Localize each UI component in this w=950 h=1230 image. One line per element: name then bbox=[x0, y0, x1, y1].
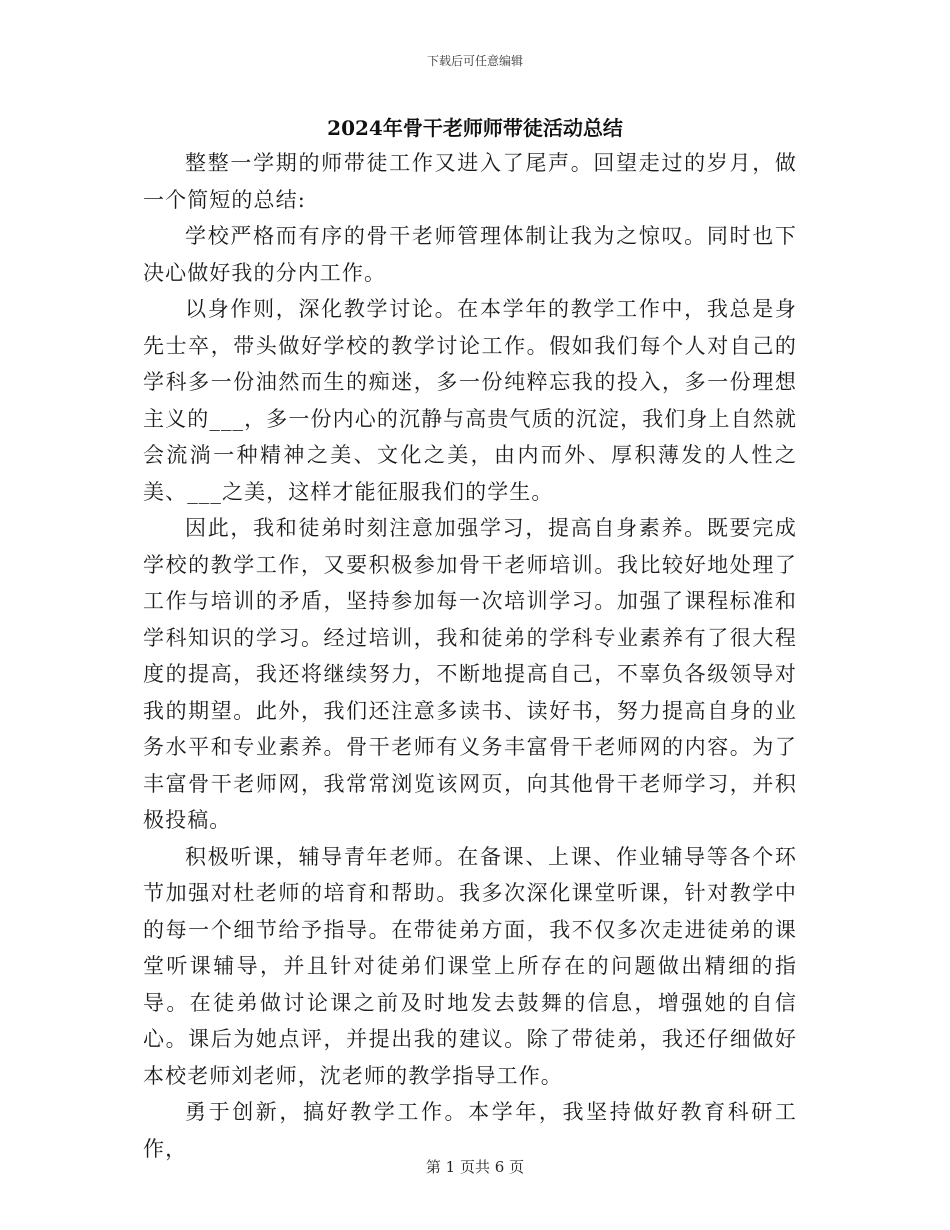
paragraph-mentoring: 积极听课，辅导青年老师。在备课、上课、作业辅导等各个环节加强对杜老师的培育和帮助。我多次深化课堂听课，针对教学中的每一个细节给予指导。在带徒弟方面，我不仅多次走进徒弟的课堂听课辅导，并且针对徒弟们课堂上所存在的问题做出精细的指导。在徒弟做讨论课之前及时地发去鼓舞的信息，增强她的自信心。课后为她点评，并提出我的建议。除了带徒弟，我还仔细做好本校老师刘老师，沈老师的教学指导工作。 bbox=[143, 844, 797, 1088]
document-title: 2024年骨干老师师带徒活动总结 bbox=[327, 116, 623, 140]
paragraph-intro: 整整一学期的师带徒工作又进入了尾声。回望走过的岁月，做一个简短的总结: bbox=[143, 151, 797, 212]
page-number: 第 1 页共 6 页 bbox=[425, 1158, 525, 1176]
page-header-note: 下载后可任意编辑 bbox=[426, 54, 523, 68]
paragraph-management: 学校严格而有序的骨干老师管理体制让我为之惊叹。同时也下决心做好我的分内工作。 bbox=[143, 224, 797, 285]
paragraph-lead-by-example: 以身作则，深化教学讨论。在本学年的教学工作中，我总是身先士卒，带头做好学校的教学讨论工作。假如我们每个人对自己的学科多一份油然而生的痴迷，多一份纯粹忘我的投入，多一份理想主义的___，多一份内心的沉静与高贵气质的沉淀，我们身上自然就会流淌一种精神之美、文化之美，由内而外、厚积薄发的人性之美、___之美，这样才能征服我们的学生。 bbox=[143, 297, 797, 504]
paragraph-study: 因此，我和徒弟时刻注意加强学习，提高自身素养。既要完成学校的教学工作，又要积极参加骨干老师培训。我比较好地处理了工作与培训的矛盾，坚持参加每一次培训学习。加强了课程标准和学科知识的学习。经过培训，我和徒弟的学科专业素养有了很大程度的提高，我还将继续努力，不断地提高自己，不辜负各级领导对我的期望。此外，我们还注意多读书、读好书，努力提高自身的业务水平和专业素养。骨干老师有义务丰富骨干老师网的内容。为了丰富骨干老师网，我常常浏览该网页，向其他骨干老师学习，并积极投稿。 bbox=[143, 516, 797, 832]
document-body bbox=[143, 145, 797, 1167]
paragraph-innovation: 勇于创新，搞好教学工作。本学年，我坚持做好教育科研工作， bbox=[143, 1100, 797, 1161]
